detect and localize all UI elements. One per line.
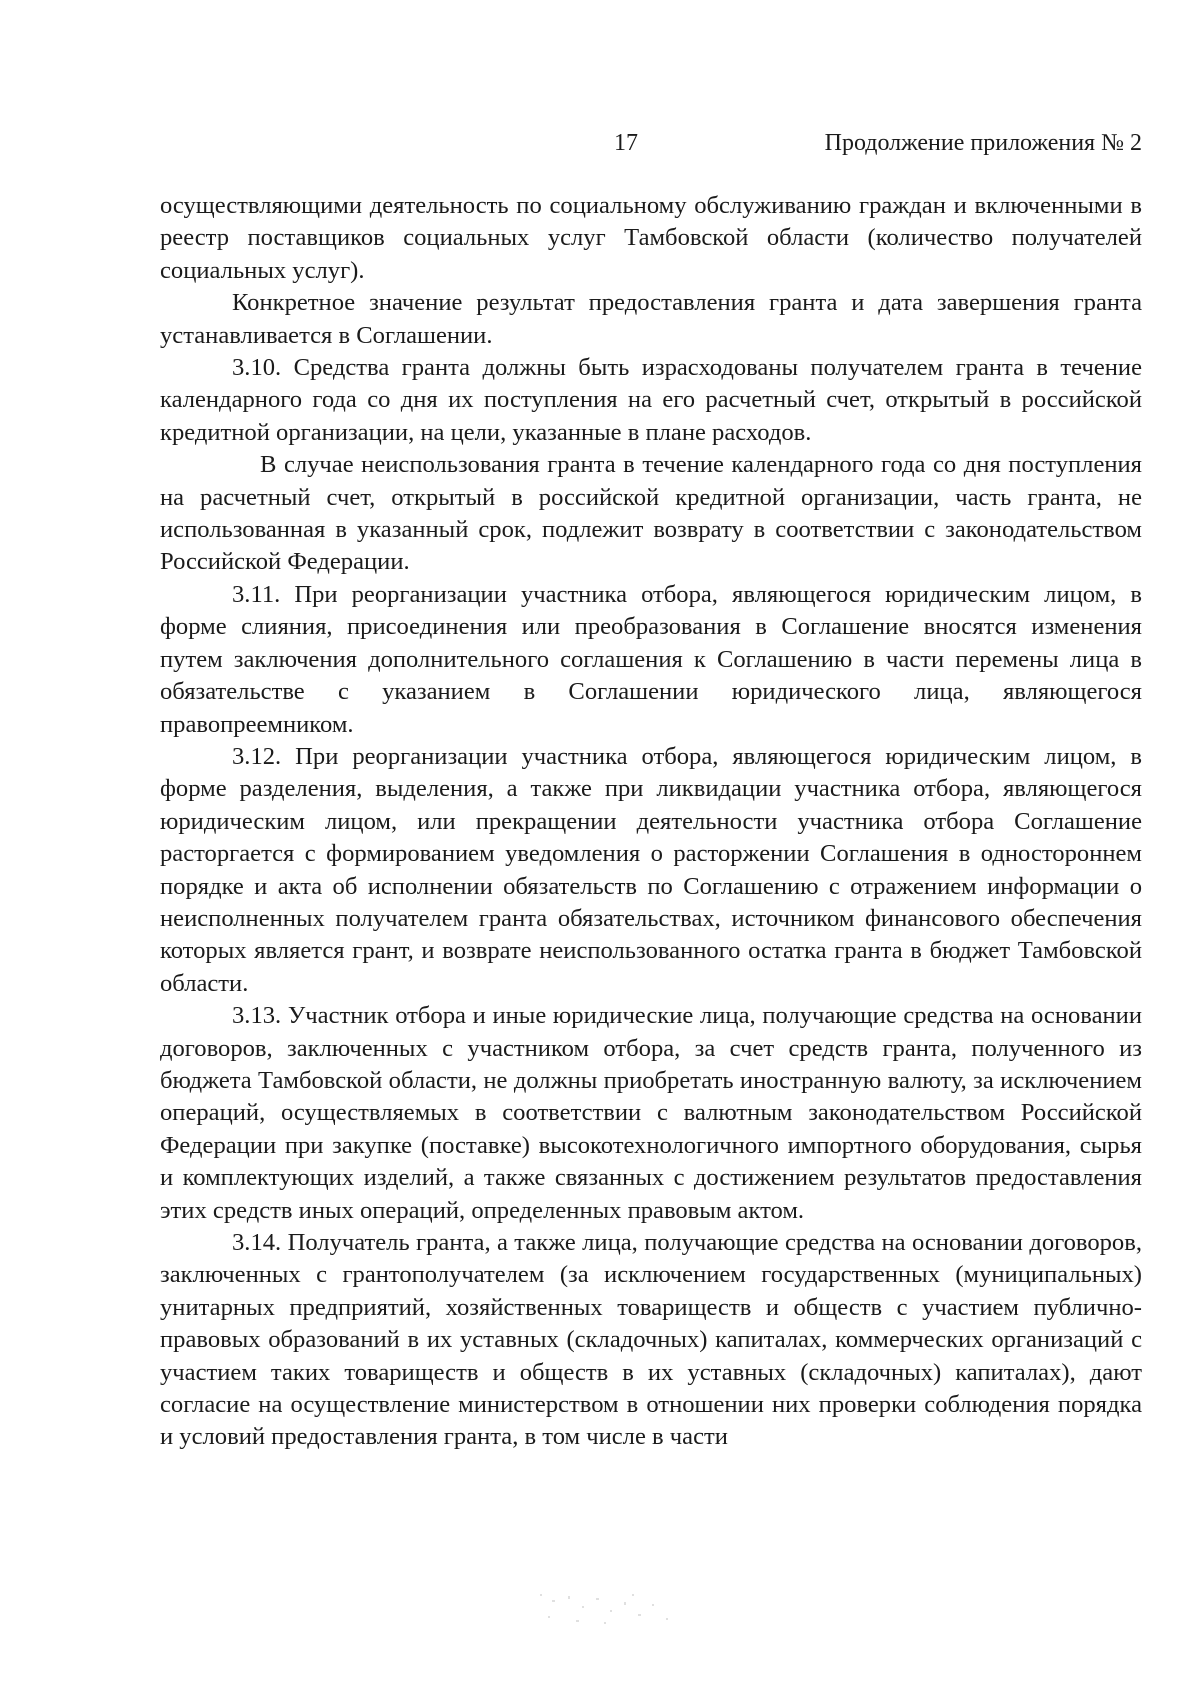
paragraph-result-value: Конкретное значение результат предоставления гранта и дата завершения гранта устанавливается в Соглашении. [160, 289, 1142, 349]
paragraph-3-11: 3.11. При реорганизации участника отбора, являющегося юридическим лицом, в форме слияния, присоединения или преобразования в Соглашение вносятся изменения путем заключения дополнительного соглашения к Соглашению в части перемены лица в обязательстве с указанием в Соглашении юридического лица, являющегося правопреемником. [160, 580, 1142, 738]
appendix-continuation-label: Продолжение приложения № 2 [824, 130, 1142, 156]
scan-artifact [530, 1588, 690, 1628]
paragraph-3-13: 3.13. Участник отбора и иные юридические лица, получающие средства на основании договоров, заключенных с участником отбора, за счет средств гранта, полученного из бюджета Тамбовской области, не должны приобретать иностранную валюту, за исключением операций, осуществляемых в соответствии с валютным законодательством Российской Федерации при закупке (поставке) высокотехнологичного импортного оборудования, сырья и комплектующих изделий, а также связанных с достижением результатов предоставления этих средств иных операций, определенных правовым актом. [160, 1002, 1142, 1224]
document-body [160, 190, 1142, 1454]
paragraph-unused-grant: В случае неиспользования гранта в течение календарного года со дня поступления на расчетный счет, открытый в российской кредитной организации, часть гранта, не использованная в указанный срок, подлежит возврату в соответствии с законодательством Российской Федерации. [160, 451, 1142, 576]
page-number: 17 [614, 130, 638, 156]
page-header [160, 130, 1142, 166]
paragraph-3-14: 3.14. Получатель гранта, а также лица, получающие средства на основании договоров, заключенных с грантополучателем (за исключением государственных (муниципальных) унитарных предприятий, хозяйственных товариществ и обществ с участием публично-правовых образований в их уставных (складочных) капиталах, коммерческих организаций с участием таких товариществ и обществ в их уставных (складочных) капиталах), дают согласие на осуществление министерством в отношении них проверки соблюдения порядка и условий предоставления гранта, в том числе в части [160, 1229, 1142, 1451]
paragraph-continuation: осуществляющими деятельность по социальному обслуживанию граждан и включенными в реестр поставщиков социальных услуг Тамбовской области (количество получателей социальных услуг). [160, 192, 1142, 284]
paragraph-3-10: 3.10. Средства гранта должны быть израсходованы получателем гранта в течение календарного года со дня их поступления на его расчетный счет, открытый в российской кредитной организации, на цели, указанные в плане расходов. [160, 354, 1142, 446]
paragraph-3-12: 3.12. При реорганизации участника отбора, являющегося юридическим лицом, в форме разделения, выделения, а также при ликвидации участника отбора, являющегося юридическим лицом, или прекращении деятельности участника отбора Соглашение расторгается с формированием уведомления о расторжении Соглашения в одностороннем порядке и акта об исполнении обязательств по Соглашению с отражением информации о неисполненных получателем гранта обязательствах, источником финансового обеспечения которых является грант, и возврате неиспользованного остатка гранта в бюджет Тамбовской области. [160, 742, 1142, 997]
